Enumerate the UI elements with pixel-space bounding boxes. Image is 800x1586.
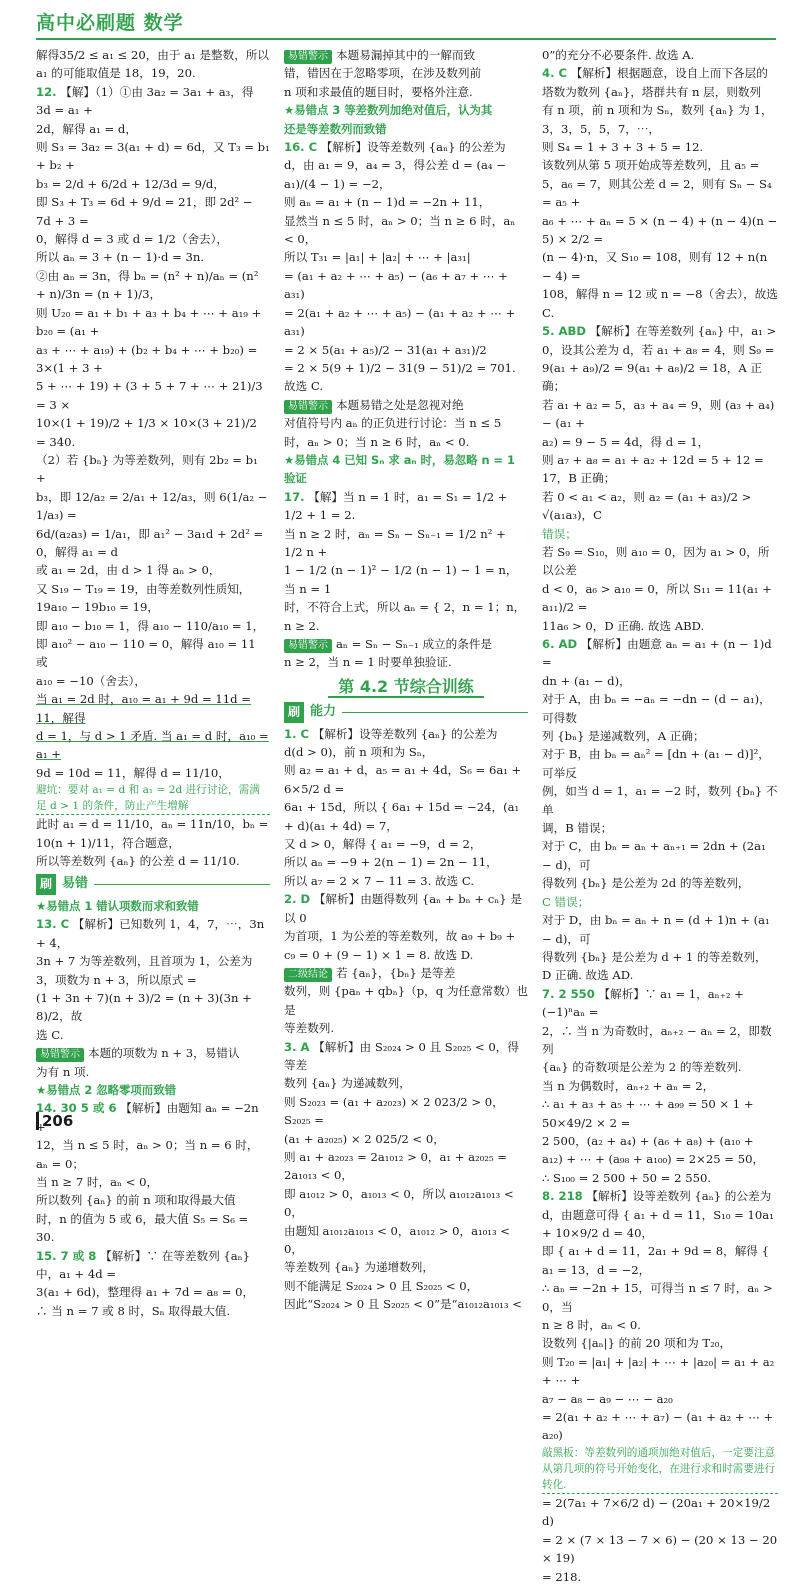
- text-line: 塔数为数列 {aₙ}，塔群共有 n 层，则数列: [542, 84, 762, 99]
- question-number: 14. 30 5 或 6: [36, 1101, 117, 1116]
- text-line: 若 S₉ = S₁₀，则 a₁₀ = 0，因为 a₁ > 0，所以公差: [542, 544, 770, 578]
- text-line: 0”的充分不必要条件. 故选 A.: [542, 48, 695, 62]
- text-line: {aₙ} 的奇数项是公差为 2 的等差数列.: [542, 1060, 742, 1075]
- text-line: 则 a₂ = a₁ + d，a₅ = a₁ + 4d，S₆ = 6a₁ + 6×5/2 d =: [284, 763, 522, 796]
- text-line: n ≥ 8 时，aₙ < 0.: [542, 1318, 641, 1333]
- text-line: 【解析】设等差数列 {aₙ} 的公差为: [320, 140, 506, 155]
- divider: [94, 884, 270, 885]
- text-line: 11a₆ > 0，D 正确. 故选 ABD.: [542, 618, 705, 633]
- text-line: 所以 aₙ = −9 + 2(n − 1) = 2n − 11，: [284, 855, 498, 870]
- text-line: 为有 n 项.: [36, 1064, 90, 1079]
- text-line: 即 { a₁ + d = 11，2a₁ + 9d = 8，解得 { a₁ = 13，d = −2，: [542, 1244, 769, 1277]
- header-rule: [36, 38, 776, 40]
- question-number: 12.: [36, 84, 57, 99]
- text-line: n ≥ 2，当 n = 1 时要单独验证.: [284, 655, 452, 670]
- warning-box: [284, 46, 528, 64]
- text-line: 6d/(a₂a₃) = 1/a₁，即 a₁² − 3a₁d + 2d² = 0，解得 a₁ = d: [36, 526, 264, 559]
- question-number: 3. A: [284, 1039, 310, 1054]
- question-2: [284, 890, 528, 927]
- question-15: [36, 1247, 270, 1284]
- warning-tag: 易错警示: [284, 50, 332, 64]
- text-line: 2 500，(a₂ + a₄) + (a₆ + a₈) + (a₁₀ +: [542, 1133, 754, 1148]
- conclusion-tag: 二级结论: [284, 968, 332, 982]
- text-line: (a₁ + a₂₀₂₅) × 2 025/2 < 0，: [284, 1131, 445, 1146]
- text-line: 9d = 10d = 11，解得 d = 11/10，: [36, 765, 230, 780]
- text-line: 9(a₁ + a₉)/2 = 9(a₁ + a₈)/2 = 18，A 正确；: [542, 360, 762, 394]
- text-line: 10(n + 1)/11，符合题意，: [36, 835, 180, 850]
- text-line: = 2 × 5(a₁ + a₅)/2 − 31(a₁ + a₃₁)/2: [284, 342, 487, 357]
- text-line: 例，如当 d = 1，a₁ = −2 时，数列 {bₙ} 不单: [542, 784, 778, 817]
- text-line: 时，n 的值为 5 或 6，最大值 S₅ = S₆ = 30.: [36, 1211, 249, 1245]
- text-line: a₂) = 9 − 5 = 4d，得 d = 1，: [542, 434, 710, 449]
- text-line: 【解析】在等差数列 {aₙ} 中，a₁ >: [589, 324, 777, 339]
- warning-box: [36, 1044, 270, 1062]
- question-number: 16. C: [284, 140, 318, 155]
- text-line: d，由题意可得 { a₁ + d = 11，S₁₀ = 10a₁ + 10×9/2 d = 40，: [542, 1207, 774, 1240]
- text-line: 所以等差数列 {aₙ} 的公差 d = 11/10.: [36, 854, 240, 869]
- text-line: d，由 a₁ = 9，a₄ = 3，得公差 d = (a₄ − a₁)/(4 − 1) = −2，: [284, 158, 506, 191]
- text-line: a₁₂) + ⋯ + (a₉₈ + a₁₀₀) = 2×25 = 50，: [542, 1152, 765, 1167]
- error-point-heading: 还是等差数列而致错: [284, 121, 387, 136]
- text-line: a₆ + ⋯ + aₙ = 5 × (n − 4) + (n − 4)(n − 5) × 2/2 =: [542, 213, 778, 247]
- text-line: 当 a₁ = 2d 时，a₁₀ = a₁ + 9d = 11d = 11，解得: [36, 692, 251, 725]
- text-line: d(d > 0)，前 n 项和为 Sₙ，: [284, 745, 434, 760]
- text-line: 则 a₁ + a₂₀₂₃ = 2a₁₀₁₂ > 0，a₁ + a₂₀₂₅ = 2a₁₀₁₃ < 0，: [284, 1149, 507, 1183]
- text-line: 【解】当 n = 1 时，a₁ = S₁ = 1/2 + 1/2 + 1 = 2.: [284, 489, 508, 523]
- text-line: 对于 B，由 bₙ = aₙ² = [dn + (a₁ − d)]²，可举反: [542, 747, 770, 780]
- question-16: [284, 138, 528, 156]
- question-number: 13. C: [36, 917, 70, 932]
- question-17: [284, 488, 528, 525]
- text-line: 因此“S₂₀₂₄ > 0 且 S₂₀₂₅ < 0”是“a₁₀₁₂a₁₀₁₃ <: [284, 1297, 522, 1312]
- warning-tag: 易错警示: [284, 400, 332, 414]
- text-line: 故选 C.: [284, 379, 324, 394]
- text-line: 6a₁ + 15d，所以 { 6a₁ + 15d = −24，(a₁ + d)(a₁ + 4d) = 7，: [284, 800, 520, 833]
- text-line: 则 aₙ = a₁ + (n − 1)d = −2n + 11，: [284, 195, 491, 210]
- text-line: 即 a₁₀² − a₁₀ − 110 = 0，解得 a₁₀ = 11 或: [36, 637, 256, 670]
- text-line: 即 a₁₀₁₂ > 0，a₁₀₁₃ < 0，所以 a₁₀₁₂a₁₀₁₃ < 0，: [284, 1186, 514, 1220]
- text-line: c₉ = 0 + (9 − 1) × 1 = 8. 故选 D.: [284, 947, 474, 962]
- error-point-heading: ★易错点 2 忽略零项而致错: [36, 1082, 176, 1097]
- text-line: (n − 4)·n，又 S₁₀ = 108，则有 12 + n(n − 4) =: [542, 250, 768, 283]
- text-line: a₇ − a₈ − a₉ − ⋯ − a₂₀: [542, 1391, 673, 1406]
- text-line: D 正确. 故选 AD.: [542, 968, 634, 983]
- text-line: 本题的项数为 n + 3，易错认: [88, 1046, 240, 1061]
- text-line: 又 d > 0，解得 { a₁ = −9，d = 2，: [284, 837, 482, 852]
- book-title: 高中必刷题 数学: [36, 12, 184, 34]
- question-4: [542, 64, 778, 82]
- text-line: 【解析】∵ a₁ = 1，aₙ₊₂ + (−1)ⁿaₙ =: [542, 986, 744, 1020]
- section-heading-nengli: [284, 702, 528, 722]
- text-line: 又 S₁₉ − T₁₉ = 19，由等差数列性质知，: [36, 581, 251, 596]
- text-line: 19a₁₀ − 19b₁₀ = 19，: [36, 600, 159, 615]
- question-1: [284, 725, 528, 743]
- text-line: 【解析】设等差数列 {aₙ} 的公差为: [312, 726, 498, 741]
- text-line: 10×(1 + 19)/2 + 1/3 × 10×(3 + 21)/2 = 340.: [36, 416, 257, 449]
- text-line: 时，aₙ > 0；当 n ≥ 6 时，aₙ < 0.: [284, 434, 470, 449]
- text-line: b₃ = 2/d + 6/2d + 12/3d = 9/d，: [36, 176, 225, 191]
- warning-box: [284, 396, 528, 414]
- text-line: 得数列 {bₙ} 是公差为 2d 的等差数列，: [542, 876, 750, 891]
- column-right: [542, 46, 778, 1584]
- text-line: 所以 a₇ = 2 × 7 − 11 = 3. 故选 C.: [284, 873, 475, 888]
- text-line: 3，项数为 n + 3，所以原式 =: [36, 972, 197, 987]
- text-line: 错，错因在于忽略零项，在涉及数列前: [284, 66, 482, 81]
- question-number: 4. C: [542, 66, 568, 81]
- text-line: 调，B 错误；: [542, 821, 613, 836]
- brush-label: 刷: [284, 702, 304, 722]
- question-5: [542, 322, 778, 340]
- text-line: b₃，即 12/a₂ = 2/a₁ + 12/a₃，则 6(1/a₂ − 1/a₃) =: [36, 489, 268, 523]
- text-line: 对于 C，由 bₙ = aₙ + aₙ₊₁ = 2dn + (2a₁ − d)，可: [542, 839, 766, 872]
- text-line: 则 T₂₀ = |a₁| + |a₂| + ⋯ + |a₂₀| = a₁ + a₂ + ⋯ +: [542, 1354, 775, 1388]
- text-line: = (a₁ + a₂ + ⋯ + a₅) − (a₆ + a₇ + ⋯ + a₃₁): [284, 268, 508, 302]
- text-line: d = 1，与 d > 1 矛盾. 当 a₁ = d 时，a₁₀ = a₁ +: [36, 729, 269, 762]
- text-line: 则 S₃ = 3a₂ = 3(a₁ + d) = 6d，又 T₃ = b₁ + b₂ +: [36, 140, 270, 173]
- text-line: ∴ aₙ = −2n + 15，可得当 n ≤ 7 时，aₙ > 0，当: [542, 1281, 773, 1314]
- warning-tag: 易错警示: [36, 1048, 84, 1062]
- text-line: （2）若 {bₙ} 为等差数列，则有 2b₂ = b₁ +: [36, 452, 258, 486]
- text-line: = 2 × 5(9 + 1)/2 − 31(9 − 51)/2 = 701.: [284, 360, 516, 375]
- text-line: ∴ S₁₀₀ = 2 500 + 50 = 2 550.: [542, 1170, 712, 1185]
- text-line: 设数列 {|aₙ|} 的前 20 项和为 T₂₀，: [542, 1336, 732, 1351]
- question-8: [542, 1187, 778, 1205]
- error-point-heading: ★易错点 4 已知 Sₙ 求 aₙ 时，易忽略 n = 1: [284, 452, 515, 467]
- question-number: 1. C: [284, 726, 310, 741]
- text-line: 2，∴ 当 n 为奇数时，aₙ₊₂ − aₙ = 2，即数列: [542, 1023, 772, 1056]
- text-line: a₁₀ = −10（舍去），: [36, 673, 146, 688]
- error-point-heading: 验证: [284, 471, 307, 486]
- question-7: [542, 985, 778, 1022]
- text-line: = 218.: [542, 1569, 582, 1584]
- section-heading-yicuo: [36, 874, 270, 894]
- text-line: 【解析】由题得数列 {aₙ + bₙ + cₙ} 是以 0: [284, 892, 522, 925]
- text-line: 则 U₂₀ = a₁ + b₁ + a₃ + b₄ + ⋯ + a₁₉ + b₂₀ = (a₁ +: [36, 305, 262, 339]
- text-line: 由题知 a₁₀₁₂a₁₀₁₃ < 0，a₁₀₁₂ > 0，a₁₀₁₃ < 0，: [284, 1223, 510, 1256]
- text-line: a₁ 的可能取值是 18，19，20.: [36, 66, 196, 81]
- section-label: 易错: [62, 876, 89, 892]
- text-line: dn + (a₁ − d)，: [542, 673, 631, 688]
- text-line: 若 0 < a₁ < a₂，则 a₂ = (a₁ + a₃)/2 > √(a₁a₃)，C: [542, 489, 752, 523]
- brush-label: 刷: [36, 874, 56, 894]
- text-line: 3，3，5，5，7，⋯，: [542, 121, 661, 136]
- text-line: 所以 T₃₁ = |a₁| + |a₂| + ⋯ + |a₃₁|: [284, 250, 471, 265]
- text-line: 本题易漏掉其中的一解而致: [336, 48, 476, 62]
- question-number: 8. 218: [542, 1189, 583, 1204]
- handwritten-note: 避坑：要对 a₁ = d 和 a₁ = 2d 进行讨论，需满足 d > 1 的条件，防止产生增解: [36, 782, 270, 815]
- error-point-heading: ★易错点 1 错认项数而求和致错: [36, 898, 199, 913]
- text-line: ∴ a₁ + a₃ + a₅ + ⋯ + a₉₉ = 50 × 1 + 50×49/2 × 2 =: [542, 1097, 754, 1130]
- page-header: [0, 0, 800, 40]
- section-title: [284, 678, 528, 696]
- section-label: 能力: [310, 704, 337, 720]
- text-line: 【解析】根据题意，设自上而下各层的: [570, 66, 768, 81]
- text-line: 当 n ≥ 2 时，aₙ = Sₙ − Sₙ₋₁ = 1/2 n² + 1/2 n +: [284, 526, 506, 559]
- text-line: 显然当 n ≤ 5 时，aₙ > 0；当 n ≥ 6 时，aₙ < 0，: [284, 213, 516, 247]
- warning-box: [284, 635, 528, 653]
- error-point-heading: ★易错点 3 等差数列加绝对值后，认为其: [284, 103, 493, 118]
- text-line: a₃ + ⋯ + a₁₉) + (b₂ + b₄ + ⋯ + b₂₀) = 3×(1 + 3 +: [36, 342, 258, 375]
- warning-tag: 易错警示: [284, 639, 332, 653]
- question-13: [36, 915, 270, 952]
- text-line: 5，a₆ = 7，则其公差 d = 2，则有 Sₙ − S₄ = a₅ +: [542, 176, 772, 210]
- text-line: 【解析】由题意 aₙ = a₁ + (n − 1)d =: [542, 637, 772, 670]
- text-line: 即 S₃ + T₃ = 6d + 9/d = 21，即 2d² − 7d + 3 =: [36, 195, 253, 228]
- text-line: 对值符号内 aₙ 的正负进行讨论：当 n ≤ 5: [284, 416, 502, 431]
- question-3: [284, 1038, 528, 1075]
- text-line: 所以数列 {aₙ} 的前 n 项和取得最大值: [36, 1193, 236, 1208]
- text-line: 0，设其公差为 d，若 a₁ + a₈ = 4，则 S₉ =: [542, 342, 775, 357]
- text-line: 等差数列 {aₙ} 为递增数列，: [284, 1260, 434, 1275]
- text-line: 12，当 n ≤ 5 时，aₙ > 0；当 n = 6 时，aₙ = 0；: [36, 1138, 259, 1171]
- text-line: 列 {bₙ} 是递减数列，A 正确；: [542, 729, 705, 744]
- text-line: 0，解得 d = 3 或 d = 1/2（舍去），: [36, 232, 229, 247]
- text-line: 2d，解得 a₁ = d，: [36, 121, 137, 136]
- text-line: = 2(a₁ + a₂ + ⋯ + a₇) − (a₁ + a₂ + ⋯ + a₂₀): [542, 1410, 774, 1443]
- text-line: 【解析】∵ 在等差数列 {aₙ} 中，a₁ + 4d =: [36, 1248, 251, 1281]
- text-line: 当 n 为偶数时，aₙ₊₂ + aₙ = 2，: [542, 1078, 715, 1093]
- text-line: 本题易错之处是忽视对绝: [336, 397, 464, 412]
- text-line: 数列，则 {paₙ + qbₙ}（p，q 为任意常数）也是: [284, 984, 528, 1017]
- text-line: 数列 {aₙ} 为递减数列，: [284, 1076, 411, 1091]
- question-number: 2. D: [284, 892, 311, 907]
- question-number: 17.: [284, 489, 305, 504]
- text-line: 当 n ≥ 7 时，aₙ < 0，: [36, 1174, 159, 1189]
- text-line: ∴ 当 n = 7 或 8 时，Sₙ 取得最大值.: [36, 1303, 230, 1318]
- question-number: 15. 7 或 8: [36, 1248, 97, 1263]
- text-line: = 2(7a₁ + 7×6/2 d) − (20a₁ + 20×19/2 d): [542, 1495, 771, 1529]
- text-line: 【解析】由题知 aₙ = −2n +: [36, 1101, 259, 1134]
- page-number: 206: [36, 1112, 73, 1130]
- text-line: 【解析】设等差数列 {aₙ} 的公差为: [586, 1189, 772, 1204]
- text-line: ②由 aₙ = 3n，得 bₙ = (n² + n)/aₙ = (n² + n)/3n = (n + 1)/3，: [36, 268, 259, 302]
- text-line: 则不能满足 S₂₀₂₄ > 0 且 S₂₀₂₅ < 0，: [284, 1278, 479, 1293]
- text-line: 若 {aₙ}，{bₙ} 是等差: [336, 965, 456, 980]
- text-line: 有 n 项，前 n 项和为 Sₙ，数列 {aₙ} 为 1，: [542, 103, 773, 118]
- text-line: 错误；: [542, 526, 577, 541]
- text-line: 所以 aₙ = 3 + (n − 1)·d = 3n.: [36, 250, 205, 265]
- text-line: 1 − 1/2 (n − 1)² − 1/2 (n − 1) − 1 = n，当 n = 1: [284, 563, 518, 596]
- text-line: 108，解得 n = 12 或 n = −8（舍去），故选 C.: [542, 287, 778, 320]
- text-line: 等差数列.: [284, 1021, 335, 1036]
- text-line: 此时 a₁ = d = 11/10，aₙ = 11n/10，bₙ =: [36, 817, 269, 832]
- text-line: 【解析】已知数列 1，4，7，⋯，3n + 4，: [36, 917, 265, 950]
- question-number: 5. ABD: [542, 324, 586, 339]
- text-line: 【解析】由 S₂₀₂₄ > 0 且 S₂₀₂₅ < 0，得等差: [284, 1039, 519, 1072]
- text-line: 得数列 {bₙ} 是公差为 d + 1 的等差数列，: [542, 949, 767, 964]
- text-line: 则 S₄ = 1 + 3 + 3 + 5 = 12.: [542, 140, 704, 155]
- question-12: [36, 83, 270, 120]
- text-line: 则 a₇ + a₈ = a₁ + a₂ + 12d = 5 + 12 = 17，B 正确；: [542, 452, 764, 486]
- section-title-text: 第 4.2 节综合训练: [328, 677, 484, 698]
- text-line: 即 a₁₀ − b₁₀ = 1，得 a₁₀ − 110/a₁₀ = 1，: [36, 618, 265, 633]
- text-line: 对于 D，由 bₙ = aₙ + n = (d + 1)n + (a₁ − d)，可: [542, 913, 770, 946]
- text-line: C 错误；: [542, 894, 590, 909]
- text-line: (1 + 3n + 7)(n + 3)/2 = (n + 3)(3n + 8)/2，故: [36, 990, 252, 1024]
- text-line: = 2(a₁ + a₂ + ⋯ + a₅) − (a₁ + a₂ + ⋯ + a₃₁): [284, 305, 516, 339]
- text-line: 若 a₁ + a₂ = 5，a₃ + a₄ = 9，则 (a₃ + a₄) − (a₁ +: [542, 397, 775, 431]
- text-line: 解得35/2 ≤ a₁ ≤ 20，由于 a₁ 是整数，所以: [36, 48, 269, 62]
- conclusion-box: [284, 964, 528, 982]
- text-line: 选 C.: [36, 1027, 64, 1042]
- text-line: 3(a₁ + 6d)，整理得 a₁ + 7d = a₈ = 0，: [36, 1285, 255, 1300]
- text-line: 时，不符合上式，所以 aₙ = { 2，n = 1；n，n ≥ 2.: [284, 600, 526, 633]
- text-line: = 2 × (7 × 13 − 7 × 6) − (20 × 13 − 20 × 19): [542, 1532, 778, 1566]
- text-line: 对于 A，由 bₙ = −aₙ = −dn − (d − a₁)，可得数: [542, 692, 771, 725]
- text-line: 则 S₂₀₂₃ = (a₁ + a₂₀₂₃) × 2 023/2 > 0，S₂₀₂₅ =: [284, 1094, 504, 1128]
- divider: [342, 712, 528, 713]
- text-line: 【解】（1）①由 3a₂ = 3a₁ + a₃，得 3d = a₁ +: [36, 84, 254, 118]
- question-number: 6. AD: [542, 637, 578, 651]
- text-line: 为首项，1 为公差的等差数列，故 a₉ + b₉ +: [284, 929, 516, 944]
- handwritten-note: 敲黑板：等差数列的通项加绝对值后，一定要注意从第几项的符号开始变化，在进行求和时需要进行转化.: [542, 1445, 778, 1494]
- column-middle: [284, 46, 528, 1312]
- text-line: 该数列从第 5 项开始成等差数列，且 a₅ =: [542, 158, 760, 173]
- text-line: 或 a₁ = 2d，由 d > 1 得 aₙ > 0，: [36, 563, 221, 578]
- text-line: aₙ = Sₙ − Sₙ₋₁ 成立的条件是: [336, 637, 493, 651]
- question-6: [542, 635, 778, 672]
- text-line: d < 0，a₆ > a₁₀ = 0，所以 S₁₁ = 11(a₁ + a₁₁)/2 =: [542, 581, 772, 615]
- question-number: 7. 2 550: [542, 986, 595, 1001]
- text-line: n 项和求最值的题目时，要格外注意.: [284, 84, 473, 99]
- text-line: 3n + 7 为等差数列，且首项为 1，公差为: [36, 954, 253, 969]
- text-line: 5 + ⋯ + 19) + (3 + 5 + 7 + ⋯ + 21)/3 = 3 ×: [36, 379, 263, 412]
